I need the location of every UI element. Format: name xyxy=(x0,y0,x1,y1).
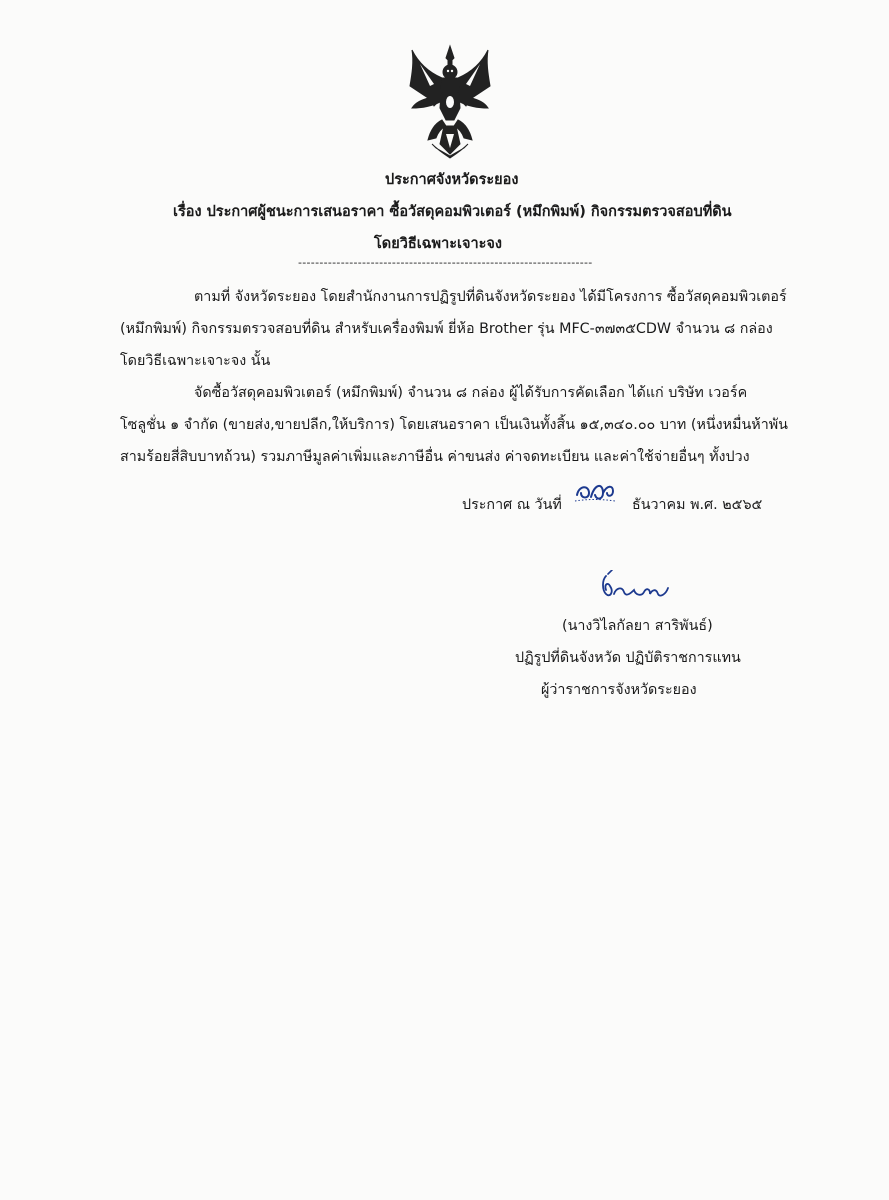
paragraph-1-line-1: ตามที่ จังหวัดระยอง โดยสำนักงานการปฏิรูปที่ดินจังหวัดระยอง ได้มีโครงการ ซื้อวัสดุคอมพิวเตอร์ xyxy=(194,289,787,305)
paragraph-1-line-2: (หมึกพิมพ์) กิจกรรมตรวจสอบที่ดิน สำหรับเครื่องพิมพ์ ยี่ห้อ Brother รุ่น MFC-๓๗๓๕CDW จำนวน ๘ กล่อง xyxy=(120,321,773,337)
announcement-subject: เรื่อง ประกาศผู้ชนะการเสนอราคา ซื้อวัสดุคอมพิวเตอร์ (หมึกพิมพ์) กิจกรรมตรวจสอบที่ดิน xyxy=(173,204,732,220)
paragraph-2-line-1: จัดซื้อวัสดุคอมพิวเตอร์ (หมึกพิมพ์) จำนวน ๘ กล่อง ผู้ได้รับการคัดเลือก ได้แก่ บริษัท เวอร์ค xyxy=(194,385,748,401)
handwritten-day-text: ๒๕ xyxy=(573,475,575,476)
announce-month-year: ธันวาคม พ.ศ. ๒๕๖๕ xyxy=(632,497,763,513)
signatory-name: (นางวิไลกัลยา สาริพันธ์) xyxy=(562,618,713,634)
paragraph-2-line-3: สามร้อยสี่สิบบาทถ้วน) รวมภาษีมูลค่าเพิ่มและภาษีอื่น ค่าขนส่ง ค่าจดทะเบียน และค่าใช้จ่ายอื่นๆ ทั้งปวง xyxy=(120,449,750,465)
handwritten-signature xyxy=(592,570,674,610)
garuda-emblem-icon xyxy=(408,44,492,160)
announcement-method: โดยวิธีเฉพาะเจาะจง xyxy=(374,236,502,252)
signatory-position-2: ผู้ว่าราชการจังหวัดระยอง xyxy=(541,682,697,698)
announce-date-prefix: ประกาศ ณ วันที่ xyxy=(462,497,562,513)
paragraph-1-line-3: โดยวิธีเฉพาะเจาะจง นั้น xyxy=(120,353,271,369)
announcement-title: ประกาศจังหวัดระยอง xyxy=(385,172,519,188)
signatory-position-1: ปฏิรูปที่ดินจังหวัด ปฏิบัติราชการแทน xyxy=(515,650,741,666)
paragraph-2-line-2: โซลูชั่น ๑ จำกัด (ขายส่ง,ขายปลีก,ให้บริการ) โดยเสนอราคา เป็นเงินทั้งสิ้น ๑๕,๓๔๐.๐๐ บาท (หนึ่งหมื่นห้าพัน xyxy=(120,417,788,433)
handwritten-day xyxy=(573,475,617,509)
header-divider: --------------------------------------------------------------------- xyxy=(298,256,593,269)
